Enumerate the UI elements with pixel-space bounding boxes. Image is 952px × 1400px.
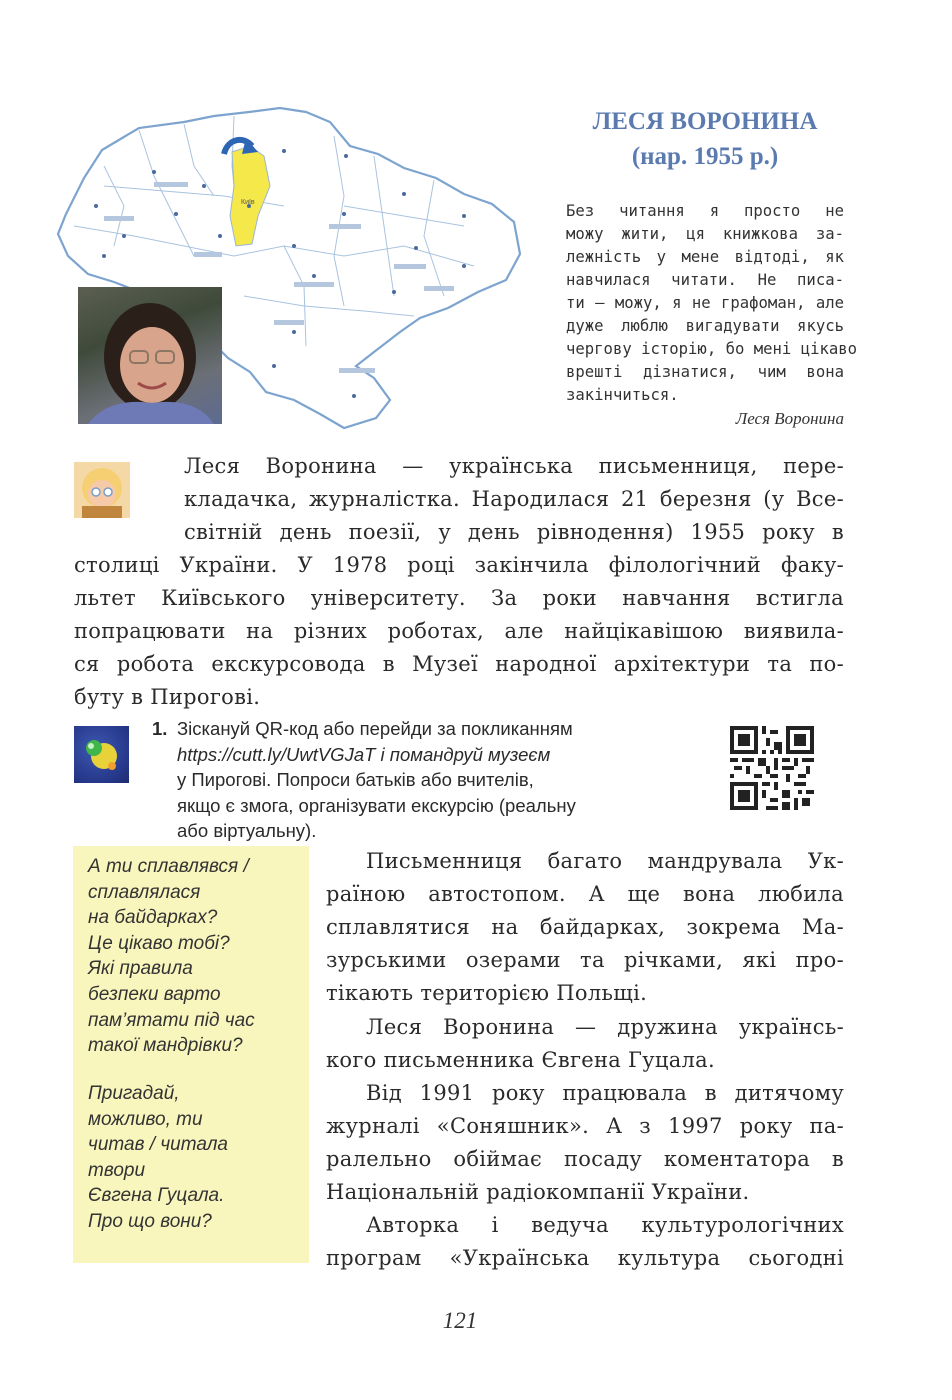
note-line: Про що вони? <box>88 1210 212 1232</box>
intro-line: кладачка, журналістка. Народилася 21 березня (у Все- <box>184 487 844 511</box>
map-highlight-label: Київ <box>241 199 255 206</box>
task-line-link[interactable]: https://cutt.ly/UwtVGJaT і помандруй музеєм <box>177 743 551 765</box>
task-line: або віртуальну). <box>177 820 317 841</box>
note-line: можливо, ти <box>88 1108 203 1130</box>
body-line: Національній радіокомпанії України. <box>326 1180 750 1204</box>
planet-icon <box>74 726 129 783</box>
note-line: на байдарках? <box>88 907 218 929</box>
author-quote <box>566 200 858 430</box>
quote-line: навчилася читати. Не писа- <box>566 271 844 289</box>
page-number: 121 <box>442 1308 478 1333</box>
intro-line: ся робота екскурсовода в Музеї народної архітектури та по- <box>74 652 844 676</box>
note-line: Це цікаво тобі? <box>88 932 230 954</box>
note-line: А ти сплавлявся / <box>88 856 249 877</box>
body-line: ралельно обіймає посаду коментатора в <box>326 1147 844 1171</box>
quote-line: Без читання я просто не <box>566 202 844 220</box>
note-line: Євгена Гуцала. <box>88 1185 225 1207</box>
author-header <box>555 104 855 174</box>
quote-author: Леся Воронина <box>735 409 844 428</box>
note-paragraph-1 <box>88 854 255 1059</box>
note-line: твори <box>88 1159 146 1181</box>
body-line: зурськими озерами та річками, які про- <box>326 948 844 972</box>
note-line: Які правила <box>88 958 193 980</box>
intro-line: льтет Київського університету. За роки навчання встигла <box>74 586 844 610</box>
note-paragraph-2 <box>88 1081 228 1235</box>
task-number: 1. <box>152 718 168 739</box>
quote-line: закінчиться. <box>566 386 679 404</box>
task <box>150 716 670 844</box>
intro-line: буту в Пирогові. <box>74 685 261 709</box>
note-line: читав / читала <box>88 1134 228 1156</box>
task-line: якщо є змога, організувати екскурсію (реальну <box>177 794 576 816</box>
quote-line: лежність у мене відтоді, як <box>566 248 844 266</box>
body-line: тікають територією Польщі. <box>326 981 648 1005</box>
discussion-note <box>73 846 309 1263</box>
author-years: (нар. 1955 р.) <box>631 143 779 170</box>
author-name: ЛЕСЯ ВОРОНИНА <box>592 108 818 135</box>
body-line: сплавлятися на байдарках, зокрема Ма- <box>326 915 844 939</box>
body-line: журналі «Соняшник». А з 1997 року па- <box>326 1114 844 1138</box>
body-line: Письменниця багато мандрувала Ук- <box>366 849 844 873</box>
task-line: у Пирогові. Попроси батьків або вчителів, <box>177 769 534 790</box>
note-line: Пригадай, <box>88 1083 180 1104</box>
note-line: такої мандрівки? <box>88 1035 243 1057</box>
note-line: безпеки варто <box>88 983 221 1005</box>
body-line: Авторка і ведуча культурологічних <box>366 1213 844 1237</box>
body-line: кого письменника Євгена Гуцала. <box>326 1048 715 1072</box>
body-line: Леся Воронина — дружина українсь- <box>366 1015 844 1039</box>
note-line: пам’ятати під час <box>88 1009 255 1031</box>
author-portrait <box>78 287 222 424</box>
body-line: Від 1991 року працювала в дитячому <box>366 1081 844 1105</box>
note-line: сплавлялася <box>88 881 201 903</box>
task-line: Зіскануй QR-код або перейди за покликанням <box>177 718 573 739</box>
quote-line: чергову історію, бо мені цікаво <box>566 340 858 358</box>
quote-line: ти — можу, я не графоман, але <box>566 294 844 312</box>
intro-line: Леся Воронина — українська письменниця, пере- <box>184 454 844 478</box>
intro-line: попрацювати на різних роботах, але найцікавішою виявила- <box>74 619 844 643</box>
reader-icon <box>74 462 130 518</box>
body-line: раїною автостопом. А ще вона любила <box>326 882 844 906</box>
intro-line: світній день поезії, у день рівнодення) 1955 року в <box>184 520 844 544</box>
body-line: програм «Українська культура сьогодні <box>326 1246 844 1270</box>
quote-line: можу жити, ця книжкова за- <box>566 225 844 243</box>
quote-line: врешті дізнатися, чим вона <box>566 363 844 381</box>
qr-code[interactable] <box>730 726 814 810</box>
intro-line: столиці України. У 1978 році закінчила філологічний факу- <box>74 553 844 577</box>
quote-line: дуже люблю вигадувати якусь <box>566 317 844 335</box>
